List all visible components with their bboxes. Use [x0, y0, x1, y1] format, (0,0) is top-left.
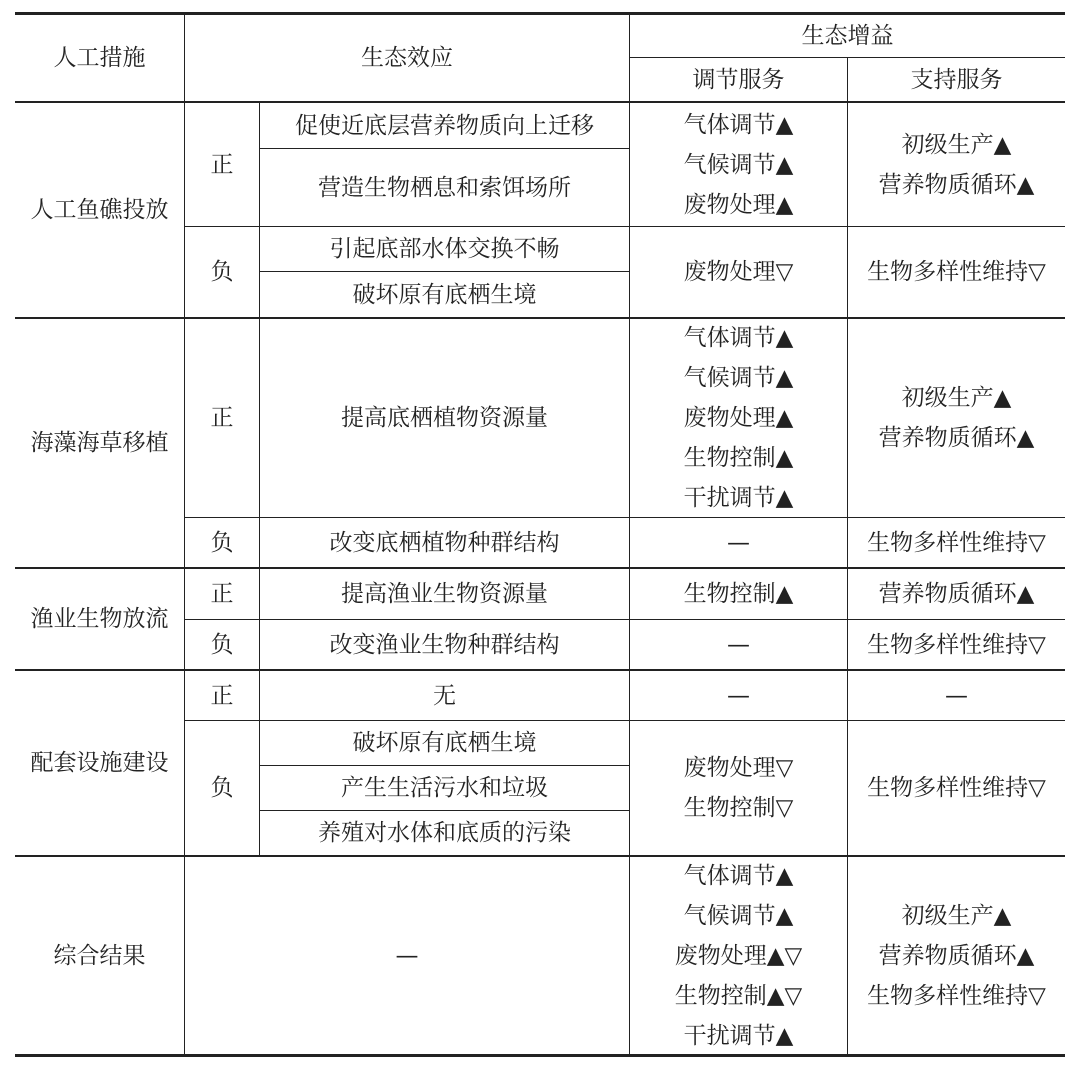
regulating-item: 气体调节▲: [683, 111, 794, 138]
supporting-cell: [848, 103, 1065, 226]
regulating-item: 生物控制▽: [683, 795, 794, 821]
supporting-cell: [848, 319, 1065, 517]
regulating-item: 废物处理▲: [683, 405, 794, 431]
sign-negative: 负: [210, 259, 234, 285]
effect-text: 引起底部水体交换不畅: [329, 236, 560, 262]
header-effect: 生态效应: [361, 45, 453, 71]
effect-text: 改变底栖植物种群结构: [329, 529, 560, 556]
measure-name: 海藻海草移植: [30, 430, 169, 456]
sign-positive: 正: [210, 151, 234, 178]
regulating-item: 气候调节▲: [683, 151, 794, 178]
effect-text: 促使近底层营养物质向上迁移: [295, 112, 594, 139]
supporting-item: 营养物质循环▲: [878, 425, 1035, 451]
effect-text: 改变渔业生物种群结构: [329, 631, 560, 658]
measure-name: 渔业生物放流: [30, 606, 169, 632]
regulating-item: 生物控制▲: [683, 445, 794, 471]
header-benefit: 生态增益: [801, 23, 894, 49]
regulating-cell: —: [727, 631, 750, 658]
regulating-item: 干扰调节▲: [683, 485, 794, 511]
header-measure: 人工措施: [53, 45, 146, 71]
regulating-cell: [630, 857, 847, 1054]
regulating-item: 气体调节▲: [683, 325, 794, 351]
effect-text: 养殖对水体和底质的污染: [318, 820, 571, 846]
supporting-item: 营养物质循环▲: [878, 171, 1035, 198]
regulating-item: 废物处理▲▽: [674, 942, 803, 969]
supporting-item: 初级生产▲: [901, 131, 1012, 158]
measure-name: 配套设施建设: [30, 750, 169, 776]
sign-negative: 负: [210, 775, 234, 801]
regulating-cell: [630, 103, 847, 226]
regulating-cell: [630, 721, 847, 855]
regulating-item: 气候调节▲: [683, 365, 794, 391]
regulating-cell: —: [727, 682, 750, 709]
regulating-item: 生物控制▲▽: [674, 982, 803, 1009]
measure-name: 人工鱼礁投放: [30, 197, 169, 223]
regulating-item: 气体调节▲: [683, 862, 794, 889]
sign-positive: 正: [210, 405, 234, 431]
sign-positive: 正: [210, 682, 234, 709]
table-bottom-rule: [15, 1054, 1065, 1057]
regulating-cell: [630, 319, 847, 517]
sign-positive: 正: [210, 581, 234, 607]
supporting-item: 初级生产▲: [901, 385, 1012, 411]
supporting-cell: 生物多样性维持▽: [867, 631, 1046, 658]
summary-name: 综合结果: [53, 942, 146, 969]
supporting-item: 生物多样性维持▽: [867, 982, 1046, 1009]
effect-text: 产生生活污水和垃圾: [341, 775, 548, 801]
effect-text: 无: [433, 682, 456, 709]
supporting-item: 初级生产▲: [901, 902, 1012, 929]
regulating-cell: 废物处理▽: [683, 259, 794, 285]
regulating-cell: —: [727, 529, 750, 556]
effect-text: 破坏原有底栖生境: [352, 281, 537, 308]
regulating-cell: 生物控制▲: [683, 581, 794, 607]
regulating-item: 干扰调节▲: [683, 1022, 794, 1049]
supporting-cell: 生物多样性维持▽: [867, 775, 1046, 801]
summary-effect: —: [395, 942, 419, 969]
header-supporting: 支持服务: [910, 66, 1003, 93]
regulating-item: 废物处理▲: [683, 191, 794, 218]
supporting-cell: 生物多样性维持▽: [867, 529, 1046, 556]
supporting-item: 营养物质循环▲: [878, 942, 1035, 969]
supporting-cell: 营养物质循环▲: [878, 581, 1035, 607]
effect-text: 提高底栖植物资源量: [341, 405, 548, 431]
sign-negative: 负: [210, 631, 234, 658]
effect-text: 破坏原有底栖生境: [352, 730, 537, 756]
regulating-item: 气候调节▲: [683, 902, 794, 929]
sign-negative: 负: [210, 529, 234, 556]
supporting-cell: 生物多样性维持▽: [867, 259, 1046, 285]
supporting-cell: —: [945, 682, 968, 709]
supporting-cell: [848, 857, 1065, 1054]
effect-text: 营造生物栖息和索饵场所: [318, 174, 571, 201]
regulating-item: 废物处理▽: [683, 755, 794, 781]
header-regulating: 调节服务: [692, 66, 785, 93]
effect-text: 提高渔业生物资源量: [341, 581, 548, 607]
